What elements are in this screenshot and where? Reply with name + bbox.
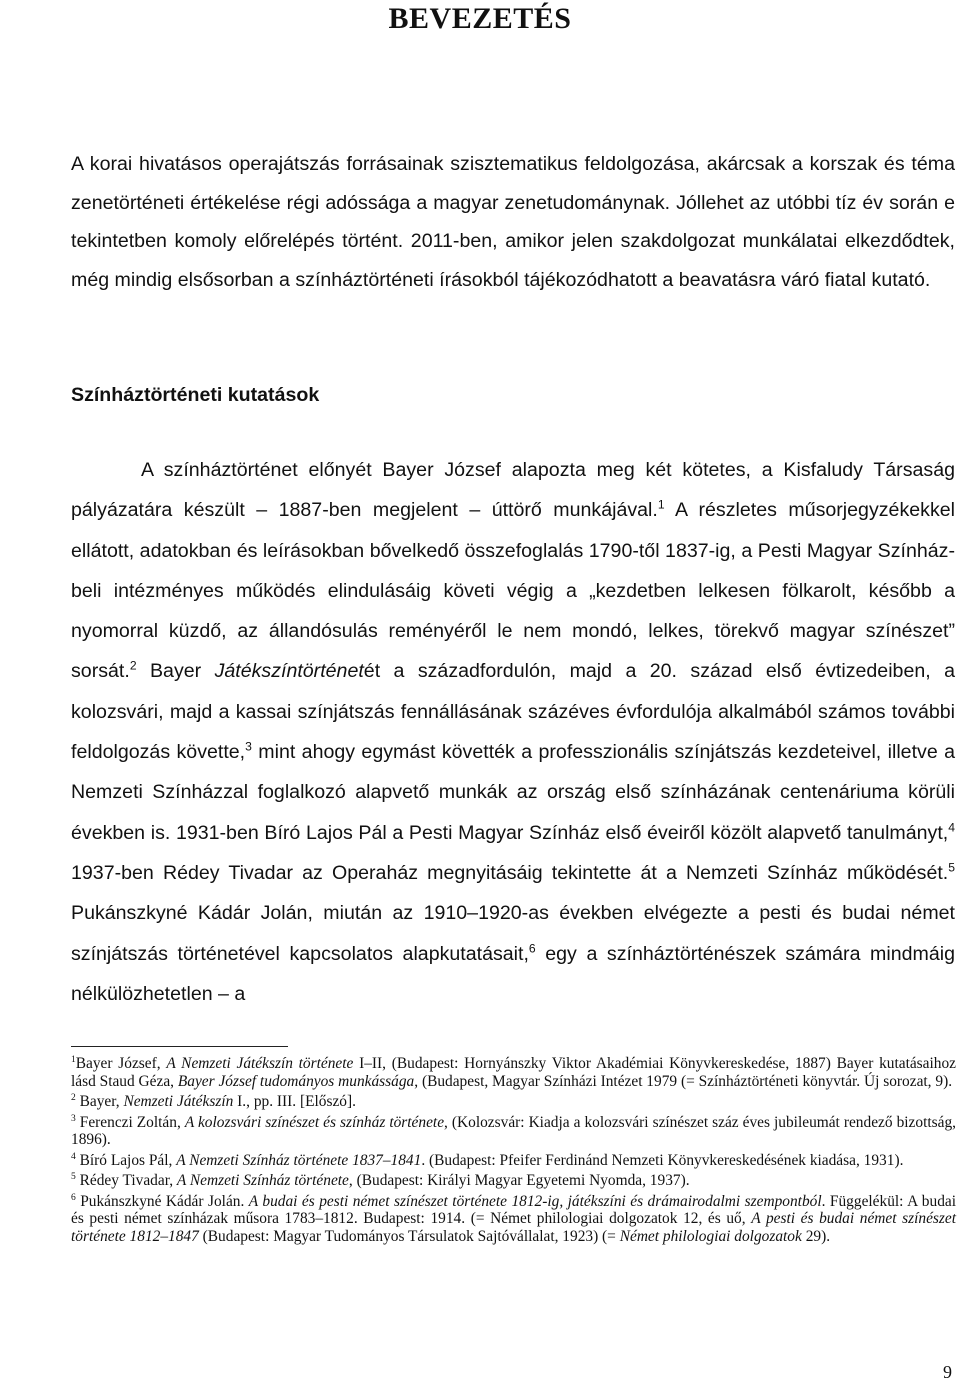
footnote-2 (71, 1093, 956, 1111)
footnote-separator (71, 1046, 288, 1047)
footnote-text: . Függelékül: A budai és pesti német színházak műsora 1783–1812. Budapest: 1914. (= Német philologiai dolgozatok 12, és uő, (71, 1192, 956, 1227)
footnote-text: 29). (801, 1227, 831, 1245)
section-heading: Színháztörténeti kutatások (71, 384, 320, 406)
footnote-6 (71, 1193, 956, 1246)
footnote-text: , (Budapest: Királyi Magyar Egyetemi Nyomda, 1937). (348, 1172, 690, 1189)
footnote-ref-6[interactable]: 6 (528, 941, 536, 956)
footnote-text: I., pp. III. [Előszó]. (233, 1093, 356, 1110)
footnote-ref-5[interactable]: 5 (948, 860, 955, 875)
footnote-number: 4 (71, 1150, 76, 1162)
footnote-text: Ferenczi Zoltán, (75, 1113, 185, 1131)
footnote-text: , (Budapest, Magyar Színházi Intézet 1979 (= Színháztörténeti könyvtár. Új sorozat, 9). (414, 1072, 953, 1090)
footnote-text: , (Kolozsvár: Kiadja a kolozsvári színészet száz éves jubileumát rendező bizottság, 1896). (71, 1113, 956, 1148)
page-number: 9 (943, 1362, 952, 1382)
footnote-text: Bíró Lajos Pál, (75, 1151, 177, 1169)
intro-paragraph: A korai hivatásos operajátszás forrásainak szisztematikus feldolgozása, akárcsak a korszak és téma zenetörténeti értékelése régi adóssága a magyar zenetudománynak. Jóllehet az utóbbi tíz év során e tekintetben komoly előrelépés történt. 2011-ben, amikor jelen szakdolgozat munkálatai elkezdődtek, még mindig elsősorban a színháztörténeti írásokból tájékozódhatott a beavatásra váró fiatal kutató. (71, 153, 955, 291)
footnote-text: Rédey Tivadar, (75, 1172, 177, 1189)
body-text: Bayer (136, 660, 215, 683)
footnote-ref-3[interactable]: 3 (245, 739, 252, 754)
footnote-title: A Nemzeti Színház története (176, 1172, 349, 1189)
footnote-title: Nemzeti Játékszín (123, 1093, 234, 1110)
footnote-text: Bayer, (75, 1093, 124, 1110)
body-text: ét a századfordulón, majd a 20. század első évtizedeiben, a kolozsvári, majd a kassai színjátszás fennállásának százéves évfordulója alkalmából számos további feldolgozás követte, (71, 660, 955, 764)
page-title: BEVEZETÉS (388, 2, 572, 35)
footnote-text: (Budapest: Magyar Tudományos Társulatok Sajtóvállalat, 1923) (= (198, 1227, 620, 1245)
footnote-title: A Nemzeti Játékszín története (166, 1055, 354, 1072)
footnote-title: Bayer József tudományos munkássága (177, 1072, 415, 1090)
footnote-number: 1 (71, 1053, 76, 1065)
footnote-title: A pesti és budai német színészet története 1812–1847 (71, 1210, 956, 1245)
footnote-ref-1[interactable]: 1 (657, 497, 665, 512)
footnote-number: 3 (71, 1112, 76, 1124)
body-text: mint ahogy egymást követték a professzionális színjátszás kezdeteivel, illetve a Nemzeti Színházzal foglalkozó alapvető munkák az ország első színházának centenáriuma körüli években is. 1931-ben Bíró Lajos Pál a Pesti Magyar Színház első éveiről közölt alapvető tanulmányt, (71, 741, 955, 844)
footnote-4 (71, 1152, 956, 1170)
body-text: 1937-ben Rédey Tivadar az Operaház megnyitásáig tekintette át a Nemzeti Színház működését. (71, 861, 949, 884)
book-title: Játékszíntörténet (214, 660, 364, 683)
footnote-ref-2[interactable]: 2 (129, 658, 137, 673)
footnote-title: A Nemzeti Színház története 1837–1841 (176, 1151, 422, 1169)
footnote-title: A kolozsvári színészet és színház története (184, 1113, 445, 1131)
footnote-text: I–II, (Budapest: Hornyánszky Viktor Akadémiai Könyvkereskedése, 1887) Bayer kutatásaihoz lásd Staud Géza, (71, 1055, 956, 1090)
footnotes (71, 1055, 956, 1248)
body-text: egy a színháztörténészek számára mindmáig nélkülözhetetlen – a (71, 942, 955, 1005)
footnote-number: 6 (71, 1191, 76, 1203)
footnote-ref-4[interactable]: 4 (948, 820, 955, 835)
footnote-title: A budai és pesti német színészet története 1812-ig, játékszíni és drámairodalmi szempontból (248, 1192, 822, 1210)
footnote-5 (71, 1172, 956, 1190)
body-text: A színháztörténet előnyét Bayer József alapozta meg két kötetes, a Kisfaludy Társaság pályázatára készült – 1887-ben megjelent – úttörő munkájával. (71, 459, 955, 522)
footnote-title: Német philologiai dolgozatok (619, 1227, 802, 1245)
footnote-1 (71, 1055, 956, 1090)
footnote-text: Bayer József, (75, 1055, 167, 1072)
body-text: A részletes műsorjegyzékekkel ellátott, adatokban és leírásokban bővelkedő összefoglalás 1790-től 1837-ig, a Pesti Magyar Színház-beli intézményes működés elindulásáig követi végig a „kezdetben lelkesen fölkarolt, később a nyomorral küzdő, az állandósulás reményéről le nem mondó, lelkes, törekvő magyar színészet” sorsát. (71, 499, 955, 683)
footnote-text: Pukánszkyné Kádár Jolán. (75, 1192, 249, 1210)
footnote-3 (71, 1114, 956, 1149)
footnote-text: . (Budapest: Pfeifer Ferdinánd Nemzeti Könyvkereskedésének kiadása, 1931). (421, 1151, 904, 1169)
footnote-number: 5 (71, 1170, 76, 1182)
footnote-number: 2 (71, 1091, 76, 1103)
body-paragraph (71, 450, 955, 1014)
body-text: Pukánszkyné Kádár Jolán, miután az 1910–1920-as években elvégezte a pesti és budai német színjátszás történetével kapcsolatos alapkutatásait, (71, 902, 955, 965)
